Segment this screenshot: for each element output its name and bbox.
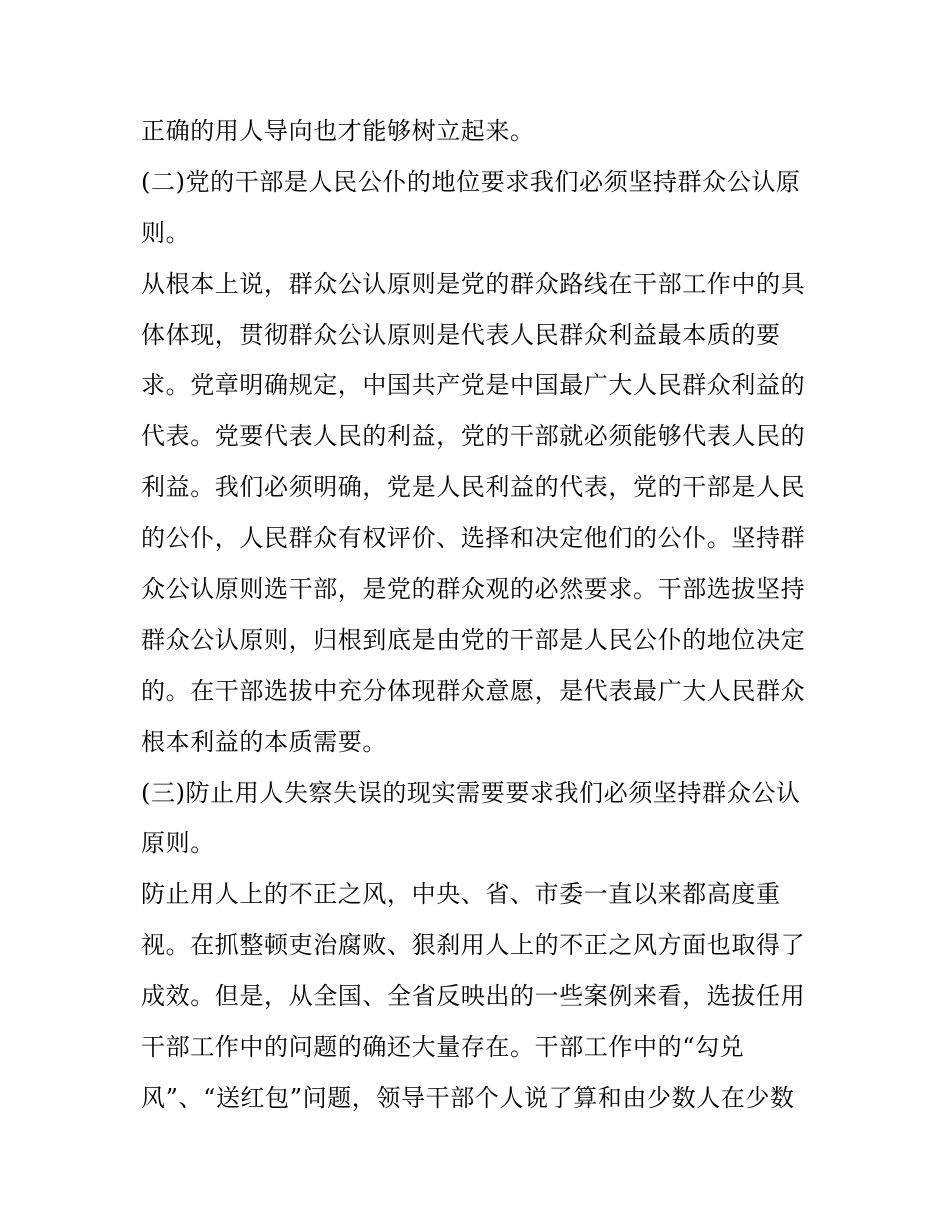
text-line: 群众公认原则，归根到底是由党的干部是人民公仆的地位决定 — [141, 625, 806, 654]
text-line: 利益。我们必须明确，党是人民利益的代表，党的干部是人民 — [141, 473, 806, 502]
section-heading: (二)党的干部是人民公仆的地位要求我们必须坚持群众公认原 — [141, 167, 801, 196]
text-line: 的。在干部选拔中充分体现群众意愿，是代表最广大人民群众 — [141, 676, 806, 705]
text-line: 防止用人上的不正之风，中央、省、市委一直以来都高度重 — [141, 880, 781, 909]
text-line: 根本利益的本质需要。 — [141, 727, 387, 756]
section-heading: (三)防止用人失察失误的现实需要要求我们必须坚持群众公认 — [141, 778, 801, 807]
text-line: 风”、“送红包”问题，领导干部个人说了算和由少数人在少数 — [141, 1083, 795, 1112]
text-line: 视。在抓整顿吏治腐败、狠刹用人上的不正之风方面也取得了 — [141, 931, 806, 960]
text-line: 求。党章明确规定，中国共产党是中国最广大人民群众利益的 — [141, 371, 806, 400]
text-line: 从根本上说，群众公认原则是党的群众路线在干部工作中的具 — [141, 269, 806, 298]
text-line: 体体现，贯彻群众公认原则是代表人民群众利益最本质的要 — [141, 320, 781, 349]
text-line: 代表。党要代表人民的利益，党的干部就必须能够代表人民的 — [141, 422, 806, 451]
text-line: 成效。但是，从全国、全省反映出的一些案例来看，选拔任用 — [141, 982, 806, 1011]
text-line: 的公仆，人民群众有权评价、选择和决定他们的公仆。坚持群 — [141, 524, 806, 553]
document-body — [141, 106, 821, 1124]
section-heading: 则。 — [141, 218, 191, 247]
text-line: 干部工作中的问题的确还大量存在。干部工作中的“勾兑 — [141, 1033, 745, 1062]
section-heading: 原则。 — [141, 829, 215, 858]
text-line: 众公认原则选干部，是党的群众观的必然要求。干部选拔坚持 — [141, 575, 806, 604]
text-line: 正确的用人导向也才能够树立起来。 — [141, 117, 535, 145]
